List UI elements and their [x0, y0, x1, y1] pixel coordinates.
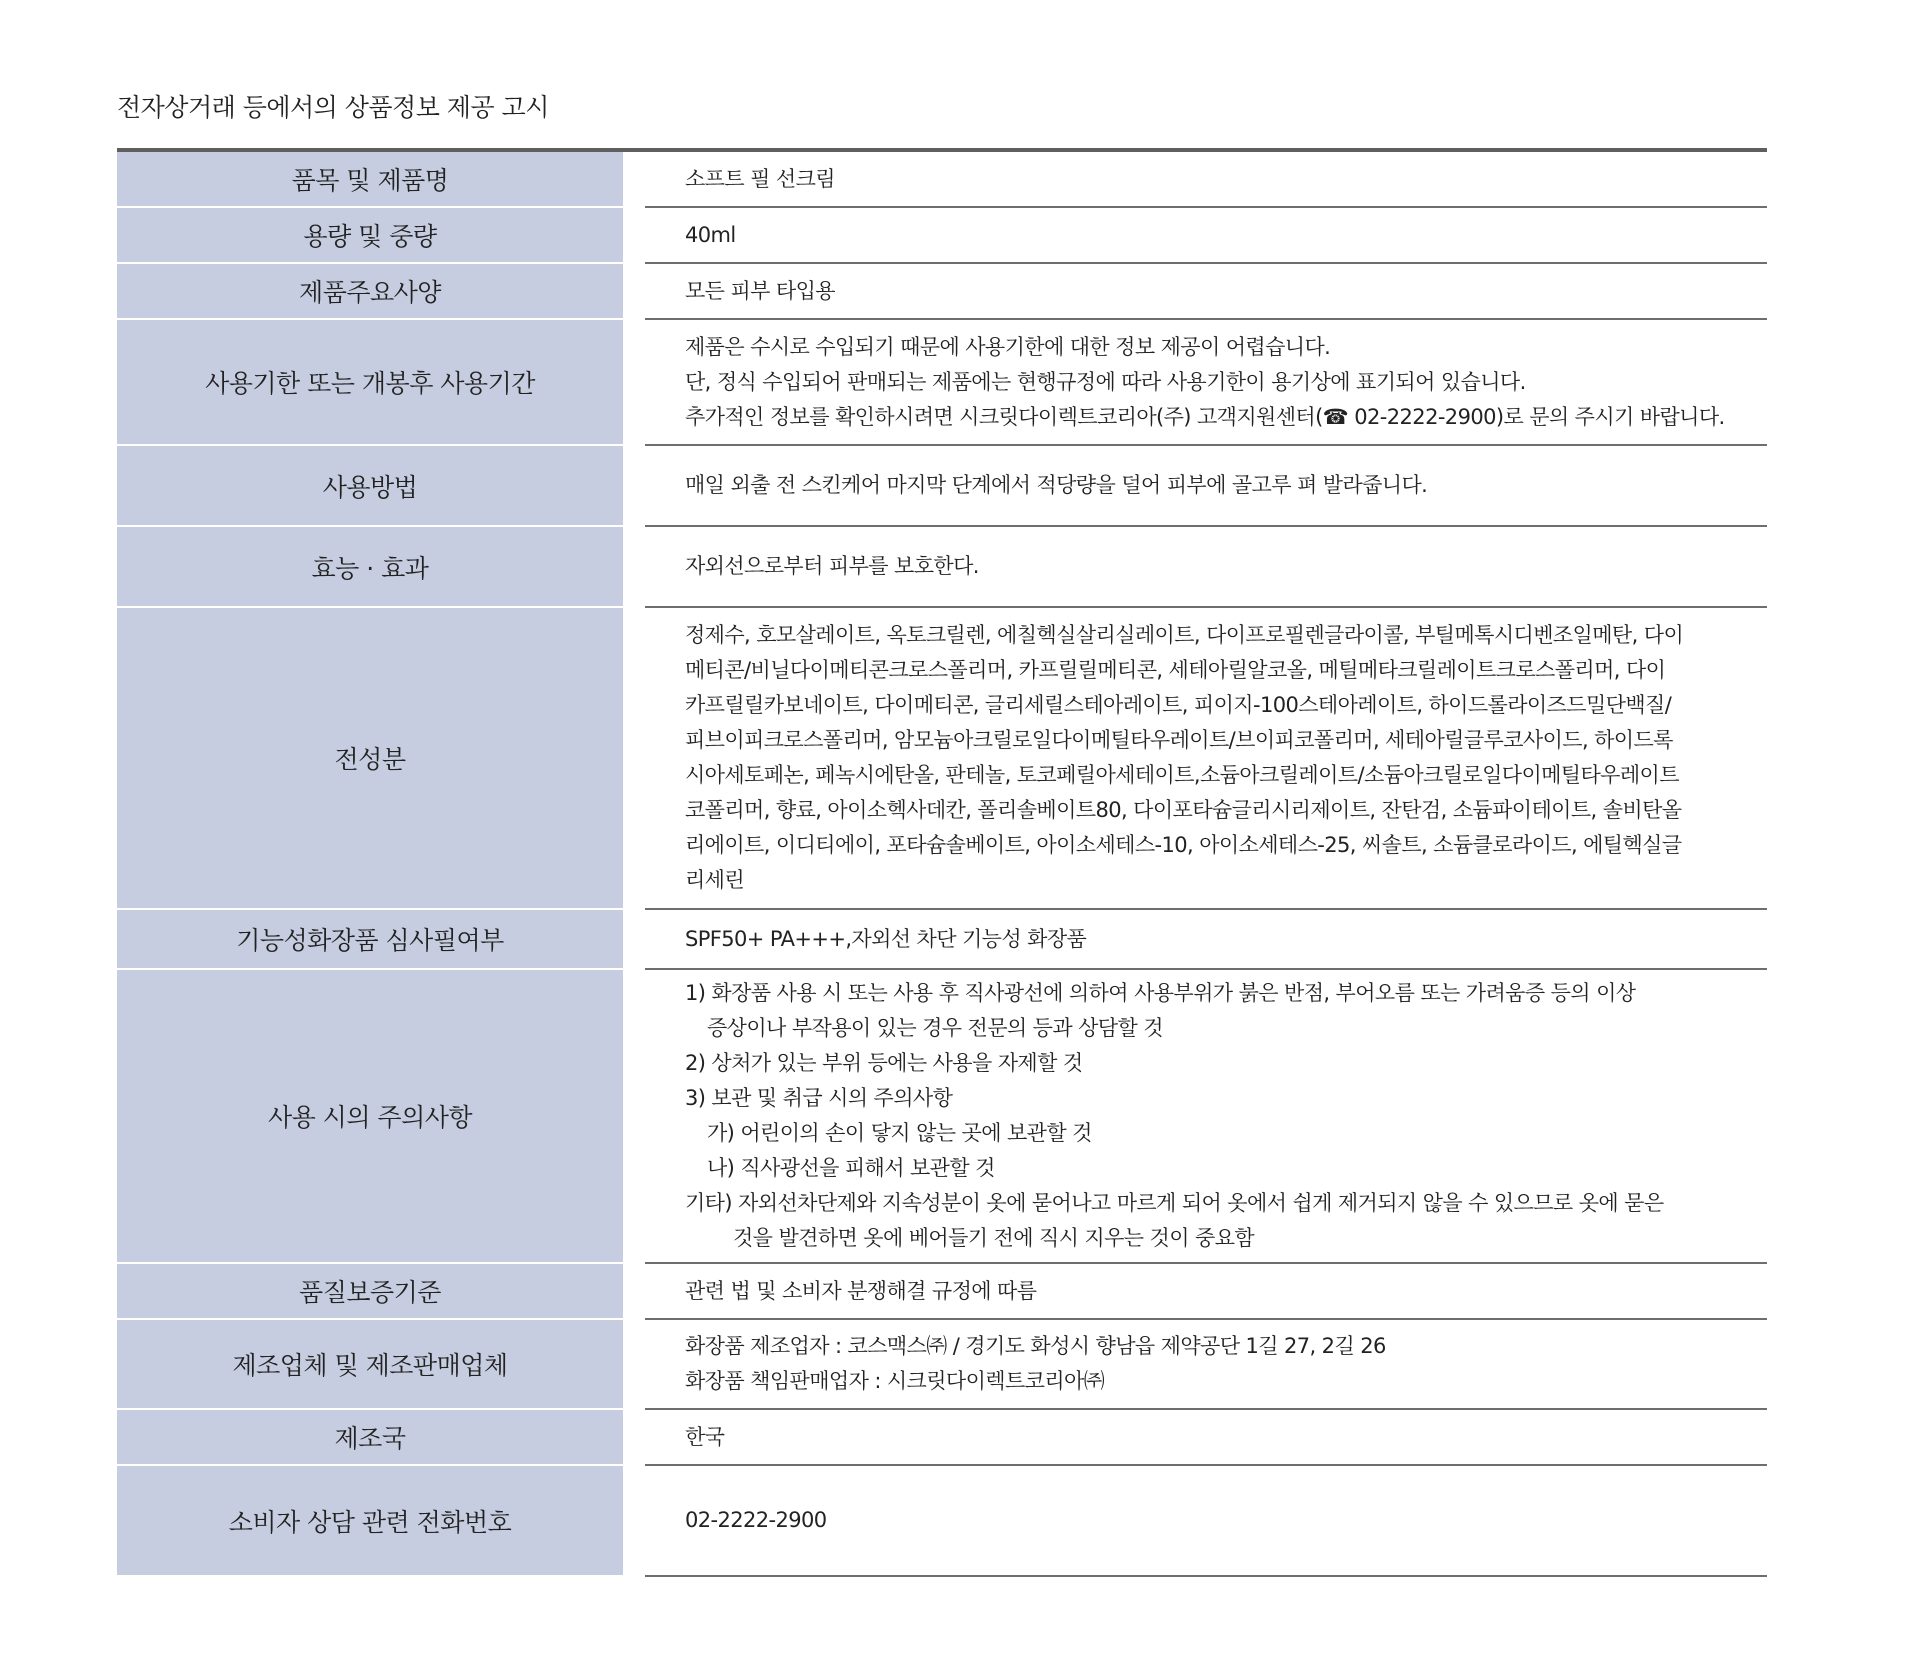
value-line: 나) 직사광선을 피해서 보관할 것 [707, 1156, 995, 1180]
value-line: 화장품 책임판매업자 : 시크릿다이렉트코리아㈜ [685, 1369, 1105, 1393]
row-value-quality [645, 1264, 1767, 1320]
value-line: 소프트 필 선크림 [685, 166, 835, 191]
value-line: 기타) 자외선차단제와 지속성분이 옷에 묻어나고 마르게 되어 옷에서 쉽게 제거되지 않을 수 있으므로 옷에 묻은 [685, 1191, 1664, 1215]
value-line: 매일 외출 전 스킨케어 마지막 단계에서 적당량을 덜어 피부에 골고루 펴 발라줍니다. [685, 473, 1428, 497]
value-line: 리세린 [685, 868, 745, 892]
row-value-capacity [645, 208, 1767, 264]
row-label-expiry: 사용기한 또는 개봉후 사용기간 [117, 320, 623, 446]
value-line: 2) 상처가 있는 부위 등에는 사용을 자제할 것 [685, 1051, 1083, 1075]
value-line: 추가적인 정보를 확인하시려면 시크릿다이렉트코리아(주) 고객지원센터(☎ 02-2222-2900)로 문의 주시기 바랍니다. [685, 404, 1725, 429]
value-line: 02-2222-2900 [685, 1508, 827, 1532]
row-value-phone [645, 1466, 1767, 1577]
row-value-precautions [645, 970, 1767, 1264]
value-line: 3) 보관 및 취급 시의 주의사항 [685, 1086, 953, 1110]
value-line: 정제수, 호모살레이트, 옥토크릴렌, 에칠헥실살리실레이트, 다이프로필렌글라이콜, 부틸메톡시디벤조일메탄, 다이 [685, 623, 1684, 647]
value-line: 피브이피크로스폴리머, 암모늄아크릴로일다이메틸타우레이트/브이피코폴리머, 세테아릴글루코사이드, 하이드록 [685, 728, 1673, 752]
row-label-phone: 소비자 상담 관련 전화번호 [117, 1466, 623, 1577]
row-value-expiry [645, 320, 1767, 446]
value-line: 시아세토페논, 페녹시에탄올, 판테놀, 토코페릴아세테이트,소듐아크릴레이트/소듐아크릴로일다이메틸타우레이트 [685, 763, 1679, 787]
row-label-functional: 기능성화장품 심사필여부 [117, 910, 623, 970]
row-value-product-name [645, 152, 1767, 208]
row-value-usage [645, 446, 1767, 527]
row-value-country [645, 1410, 1767, 1466]
row-label-manufacturer: 제조업체 및 제조판매업체 [117, 1320, 623, 1410]
value-line: 모든 피부 타입용 [685, 278, 835, 303]
value-line: 한국 [685, 1424, 725, 1449]
row-label-precautions: 사용 시의 주의사항 [117, 970, 623, 1264]
value-line: 증상이나 부작용이 있는 경우 전문의 등과 상담할 것 [707, 1016, 1163, 1040]
value-line: 메티콘/비닐다이메티콘크로스폴리머, 카프릴릴메티콘, 세테아릴알코올, 메틸메타크릴레이트크로스폴리머, 다이 [685, 658, 1666, 682]
row-label-product-name: 품목 및 제품명 [117, 152, 623, 208]
row-value-spec [645, 264, 1767, 320]
value-line: 가) 어린이의 손이 닿지 않는 곳에 보관할 것 [707, 1121, 1092, 1145]
row-label-country: 제조국 [117, 1410, 623, 1466]
row-label-quality: 품질보증기준 [117, 1264, 623, 1320]
value-line: 것을 발견하면 옷에 베어들기 전에 직시 지우는 것이 중요함 [733, 1226, 1255, 1250]
value-line: 1) 화장품 사용 시 또는 사용 후 직사광선에 의하여 사용부위가 붉은 반점, 부어오름 또는 가려움증 등의 이상 [685, 981, 1636, 1005]
value-line: 카프릴릴카보네이트, 다이메티콘, 글리세릴스테아레이트, 피이지-100스테아레이트, 하이드롤라이즈드밀단백질/ [685, 693, 1672, 717]
row-value-efficacy [645, 527, 1767, 608]
row-label-capacity: 용량 및 중량 [117, 208, 623, 264]
value-line: 화장품 제조업자 : 코스맥스㈜ / 경기도 화성시 향남읍 제약공단 1길 27, 2길 26 [685, 1334, 1386, 1358]
page-title: 전자상거래 등에서의 상품정보 제공 고시 [117, 93, 549, 122]
value-line: 코폴리머, 향료, 아이소헥사데칸, 폴리솔베이트80, 다이포타슘글리시리제이트, 잔탄검, 소듐파이테이트, 솔비탄올 [685, 798, 1682, 822]
row-value-ingredients [645, 608, 1767, 910]
row-label-efficacy: 효능 · 효과 [117, 527, 623, 608]
product-info-table [117, 148, 1767, 1577]
value-line: 관련 법 및 소비자 분쟁해결 규정에 따름 [685, 1278, 1037, 1303]
row-value-manufacturer [645, 1320, 1767, 1410]
value-line: 제품은 수시로 수입되기 때문에 사용기한에 대한 정보 제공이 어렵습니다. [685, 334, 1331, 359]
value-line: 리에이트, 이디티에이, 포타슘솔베이트, 아이소세테스-10, 아이소세테스-25, 씨솔트, 소듐클로라이드, 에틸헥실글 [685, 833, 1682, 857]
value-line: 자외선으로부터 피부를 보호한다. [685, 554, 979, 578]
value-line: 단, 정식 수입되어 판매되는 제품에는 현행규정에 따라 사용기한이 용기상에 표기되어 있습니다. [685, 369, 1526, 394]
row-label-ingredients: 전성분 [117, 608, 623, 910]
row-label-spec: 제품주요사양 [117, 264, 623, 320]
row-label-usage: 사용방법 [117, 446, 623, 527]
value-line: SPF50+ PA+++,자외선 차단 기능성 화장품 [685, 926, 1087, 951]
value-line: 40ml [685, 222, 736, 247]
row-value-functional [645, 910, 1767, 970]
